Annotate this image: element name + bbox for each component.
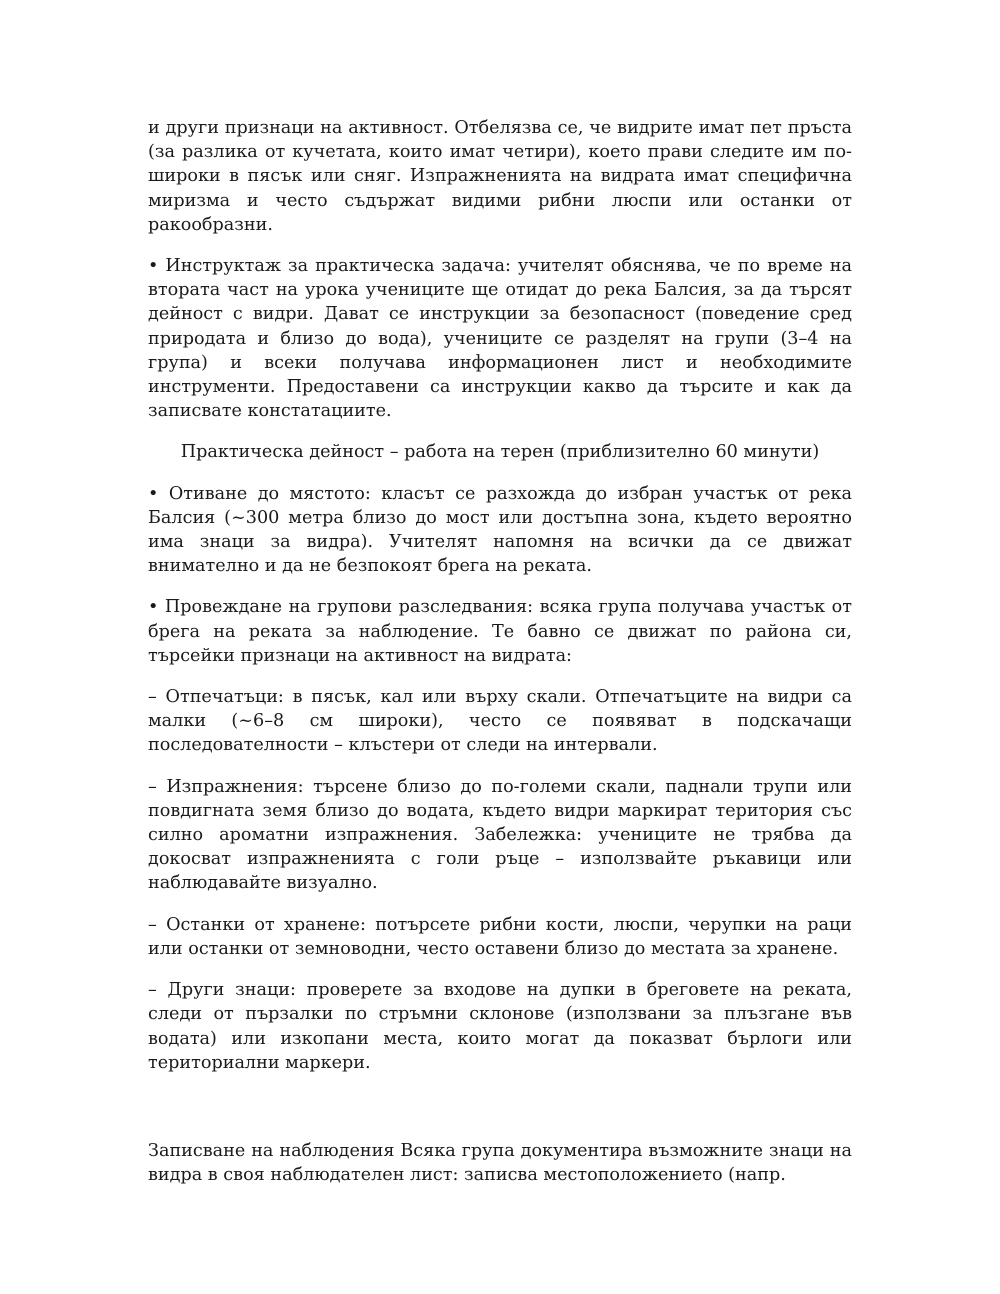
section-heading-fieldwork: Практическа дейност – работа на терен (приблизително 60 минути) [180,442,820,463]
paragraph-footprints: – Отпечатъци: в пясък, кал или върху скали. Отпечатъците на видри са малки (~6–8 см широки), често се появяват в подскачащи последователности – клъстери от следи на интервали. [148,687,852,756]
paragraph-group-investigations: • Провеждане на групови разследвания: всяка група получава участък от брега на реката за наблюдение. Те бавно се движат по района си, търсейки признаци на активност на видрата: [148,597,852,666]
paragraph-task-briefing: • Инструктаж за практическа задача: учителят обяснява, че по време на втората част на урока учениците ще отидат до река Балсия, за да търсят дейност с видри. Дават се инструкции за безопасност (поведение сред природата и близо до вода), учениците се разделят на групи (3–4 на група) и всеки получава информационен лист и необходимите инструменти. Предоставени са инструкции какво да търсите и как да записвате констатациите. [148,256,852,422]
paragraph-feeding-remains: – Останки от хранене: потърсете рибни кости, люспи, черупки на раци или останки от земноводни, често оставени близо до местата за хранене. [148,914,852,959]
paragraph-other-signs: – Други знаци: проверете за входове на дупки в бреговете на реката, следи от пързалки по стръмни склонове (използвани за плъзгане във водата) или изкопани места, които могат да показват бърлоги или териториални маркери. [148,980,852,1073]
paragraph-activity-signs: и други признаци на активност. Отбелязва се, че видрите имат пет пръста (за разлика от кучетата, които имат четири), което прави следите им по-широки в пясък или сняг. Изпражненията на видрата имат специфична миризма и често съдържат видими рибни люспи или останки от ракообразни. [148,118,852,235]
paragraph-droppings: – Изпражнения: търсене близо до по-големи скали, паднали трупи или повдигната земя близо до водата, където видри маркират територия със силно ароматни изпражнения. Забележка: учениците не трябва да докосват изпражненията с голи ръце – използвайте ръкавици или наблюдавайте визуално. [148,776,852,894]
paragraph-recording-observations: Записване на наблюдения Всяка група документира възможните знаци на видра в своя наблюдателен лист: записва местоположението (напр. [148,1140,852,1186]
document-page [148,116,852,1204]
paragraph-going-to-site: • Отиване до мястото: класът се разхожда до избран участък от река Балсия (~300 метра близо до мост или достъпна зона, където вероятно има знаци за видра). Учителят напомня на всички да се движат внимателно и да не безпокоят брега на реката. [148,483,852,577]
